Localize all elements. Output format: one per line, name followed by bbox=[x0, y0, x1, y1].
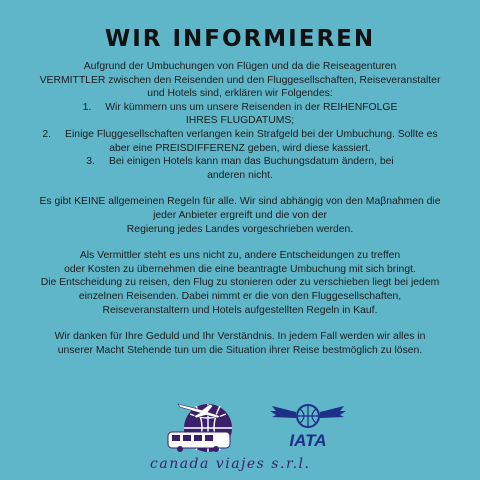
numbered-list bbox=[6, 101, 474, 183]
list-item-continuation: IHRES FLUGDATUMS; bbox=[185, 115, 295, 127]
logo-bar bbox=[0, 392, 480, 480]
list-text: Bei einigen Hotels kann man das Buchungsdatum ändern, bei bbox=[108, 156, 394, 168]
page-title: WIR INFORMIEREN bbox=[104, 26, 376, 52]
list-item bbox=[6, 128, 474, 142]
iata-logo-icon bbox=[268, 398, 348, 452]
iata-text: IATA bbox=[289, 431, 327, 450]
notice-body bbox=[6, 60, 474, 357]
intro-paragraph bbox=[6, 60, 474, 101]
list-item bbox=[6, 155, 474, 169]
company-name: canada viajes s.r.l. bbox=[150, 456, 311, 472]
intro-line: und Hotels sind, erklären wir Folgendes: bbox=[147, 88, 333, 100]
list-item-continuation: aber eine PREISDIFFERENZ geben, wird diese kassiert. bbox=[109, 142, 371, 154]
rules-paragraph bbox=[6, 195, 474, 236]
paragraph-line: oder Kosten zu übernehmen die eine beantragte Umbuchung mit sich bringt. bbox=[64, 263, 416, 275]
list-number: 1. bbox=[82, 101, 92, 113]
paragraph-line: Es gibt KEINE allgemeinen Regeln für alle. Wir sind abhängig von den Maβnahmen die bbox=[39, 196, 441, 208]
list-item-continuation: anderen nicht. bbox=[207, 169, 273, 181]
paragraph-line: jeder Anbieter ergreift und die von der bbox=[153, 209, 327, 221]
paragraph-line: Wir danken für Ihre Geduld und Ihr Verständnis. In jedem Fall werden wir alles in bbox=[54, 331, 426, 343]
list-number: 2. bbox=[42, 128, 52, 140]
list-text: Einige Fluggesellschaften verlangen kein Strafgeld bei der Umbuchung. Sollte es bbox=[65, 128, 438, 140]
intro-line: Aufgrund der Umbuchungen von Flügen und da die Reiseagenturen bbox=[83, 61, 397, 72]
paragraph-line: Die Entscheidung zu reisen, den Flug zu stonieren oder zu verschieben liegt bei jedem bbox=[40, 277, 440, 289]
intro-line: VERMITTLER zwischen den Reisenden und den Fluggesellschaften, Reiseveranstalter bbox=[39, 74, 441, 86]
list-number: 3. bbox=[86, 156, 95, 168]
list-text: Wir kümmern uns um unsere Reisenden in der REIHENFOLGE bbox=[105, 101, 398, 113]
thanks-paragraph bbox=[6, 330, 474, 357]
responsibility-paragraph bbox=[6, 249, 474, 317]
paragraph-line: unserer Macht Stehende tun um die Situation ihrer Reise bestmöglich zu lösen. bbox=[57, 344, 423, 356]
paragraph-line: Regierung jedes Landes vorgeschrieben werden. bbox=[126, 223, 354, 235]
paragraph-line: Als Vermittler steht es uns nicht zu, andere Entscheidungen zu treffen bbox=[79, 250, 401, 262]
paragraph-line: einzelnen Reisenden. Dabei nimmt er die von den Fluggesellschaften, bbox=[78, 290, 402, 302]
list-item bbox=[6, 101, 474, 115]
paragraph-line: Reiseveranstaltern und Hotels aufgestellten Regeln in Kauf. bbox=[102, 304, 378, 316]
canada-viajes-logo-icon bbox=[150, 394, 260, 464]
